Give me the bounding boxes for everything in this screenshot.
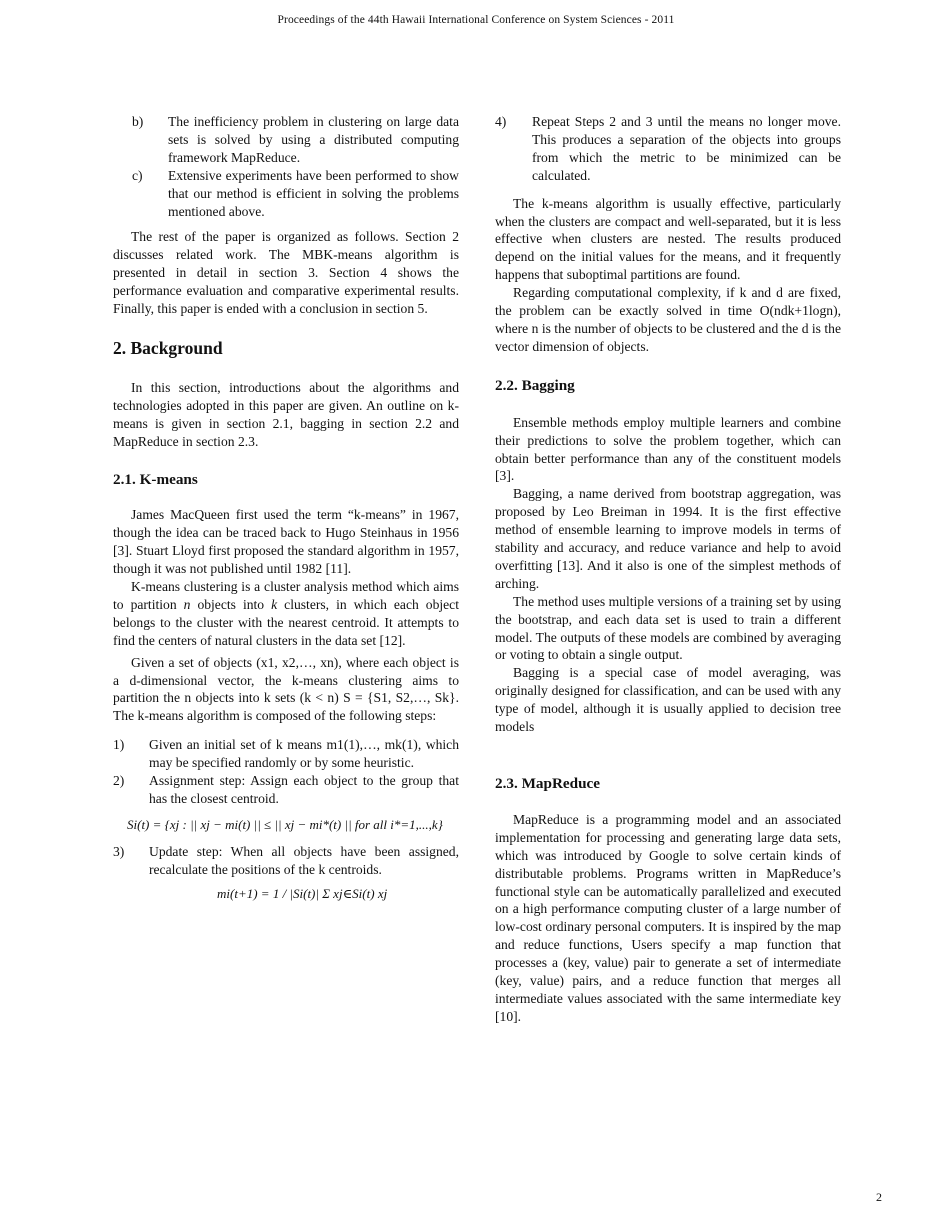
paragraph: Given a set of objects (x1, x2,…, xn), where each object is a d-dimensional vector, the k-means clustering aims to partition the n objects into k sets (k < n) S = {S1, S2,…, Sk}. The k-means algorithm is composed of the following steps: [113,654,459,724]
subsection-heading: 2.2. Bagging [495,376,575,394]
paragraph: MapReduce is a programming model and an associated implementation for processing and generating large data sets, which was introduced by Google to solve certain kinds of distributable problems. Programs written in MapReduce’s functional style can be automatically parallelized and executed on a high performance computing cluster of a large number of low-cost ordinary personal computers. It is inspired by the map and reduce functions, Users specify a map function that processes a (key, value) pair to generate a set of intermediate (key, value) pairs, and a reduce function that merges all intermediate values associated with the same intermediate key [10]. [495,811,841,1024]
paragraph: Ensemble methods employ multiple learners and combine their predictions to solve the problem together, which can obtain better performance than any of the constituent models [3]. [495,414,841,484]
list-item [113,772,459,808]
paragraph: The k-means algorithm is usually effective, particularly when the clusters are compact and well-separated, but it is less effective when clusters are nested. The results produced depend on the initial values for the means, and it frequently happens that suboptimal partitions are found. [495,195,841,283]
list-text: The inefficiency problem in clustering on large data sets is solved by using a distributed computing framework MapReduce. [168,114,459,165]
list-label: 3) [113,843,125,859]
list-label: b) [132,114,144,129]
list-item [113,843,459,879]
equation-assignment: Si(t) = {xj : || xj − mi(t) || ≤ || xj − mi*(t) || for all i*=1,...,k} [127,816,443,832]
subsection-heading: 2.1. K-means [113,470,198,488]
list-item [113,736,459,772]
list-text: Assignment step: Assign each object to the group that has the closest centroid. [149,773,459,806]
list-label: 2) [113,773,125,789]
paragraph: Regarding computational complexity, if k and d are fixed, the problem can be exactly solved in time O(ndk+1logn), where n is the number of objects to be clustered and the d is the vector dimension of objects. [495,285,841,354]
list-text: Update step: When all objects have been assigned, recalculate the positions of the k centroids. [149,843,459,877]
paragraph: James MacQueen first used the term “k-means” in 1967, though the idea can be traced back to Hugo Steinhaus in 1956 [3]. Stuart Lloyd first proposed the standard algorithm in 1957, though it was not published until 1982 [11]. [113,507,459,577]
paragraph: K-means clustering is a cluster analysis method which aims to partition n objects into k clusters, in which each object belongs to the cluster with the nearest centroid. It attempts to find the centers of natural clusters in the data set [12]. [113,579,459,648]
paragraph: The method uses multiple versions of a training set by using the bootstrap, and each data set is used to train a different model. The outputs of these models are combined by averaging or voting to obtain a single output. [495,593,841,663]
equation-update: mi(t+1) = 1 / |Si(t)| Σ xj∈Si(t) xj [217,885,388,901]
list-item [113,167,459,221]
list-label: 1) [113,737,125,753]
paragraph: Bagging, a name derived from bootstrap aggregation, was proposed by Leo Breiman in 1994. It is the first effective method of ensemble learning to improve models in terms of stability and accuracy, and reduce variance and help to avoid overfitting [13]. And it also is one of the simplest methods of arching. [495,486,841,591]
list-item [495,113,841,185]
paragraph: Bagging is a special case of model averaging, was originally designed for classification, and can be used with any type of model, although it is usually applied to decision tree models [495,665,841,735]
left-column [113,113,459,903]
paragraph: The rest of the paper is organized as follows. Section 2 discusses related work. The MBK-means algorithm is presented in detail in section 3. Section 4 shows the performance evaluation and comparative experimental results. Finally, this paper is ended with a conclusion in section 5. [113,229,459,317]
list-item [113,113,459,167]
running-header: Proceedings of the 44th Hawaii International Conference on System Sciences - 2011 [277,14,675,26]
list-text: Extensive experiments have been performed to show that our method is efficient in solving the problems mentioned above. [168,167,459,219]
subsection-heading: 2.3. MapReduce [495,775,601,792]
page-number: 2 [876,1190,882,1204]
paragraph: In this section, introductions about the algorithms and technologies adopted in this paper are given. An outline on k-means is given in section 2.1, bagging in section 2.2 and MapReduce in section 2.3. [113,379,459,449]
list-label: 4) [495,114,507,129]
list-label: c) [132,167,143,183]
list-text: Given an initial set of k means m1(1),…, mk(1), which may be specified randomly or by some heuristic. [149,737,459,771]
right-column [495,113,841,1026]
list-text: Repeat Steps 2 and 3 until the means no longer move. This produces a separation of the objects into groups from which the metric to be minimized can be calculated. [532,114,841,183]
section-heading: 2. Background [113,337,223,358]
